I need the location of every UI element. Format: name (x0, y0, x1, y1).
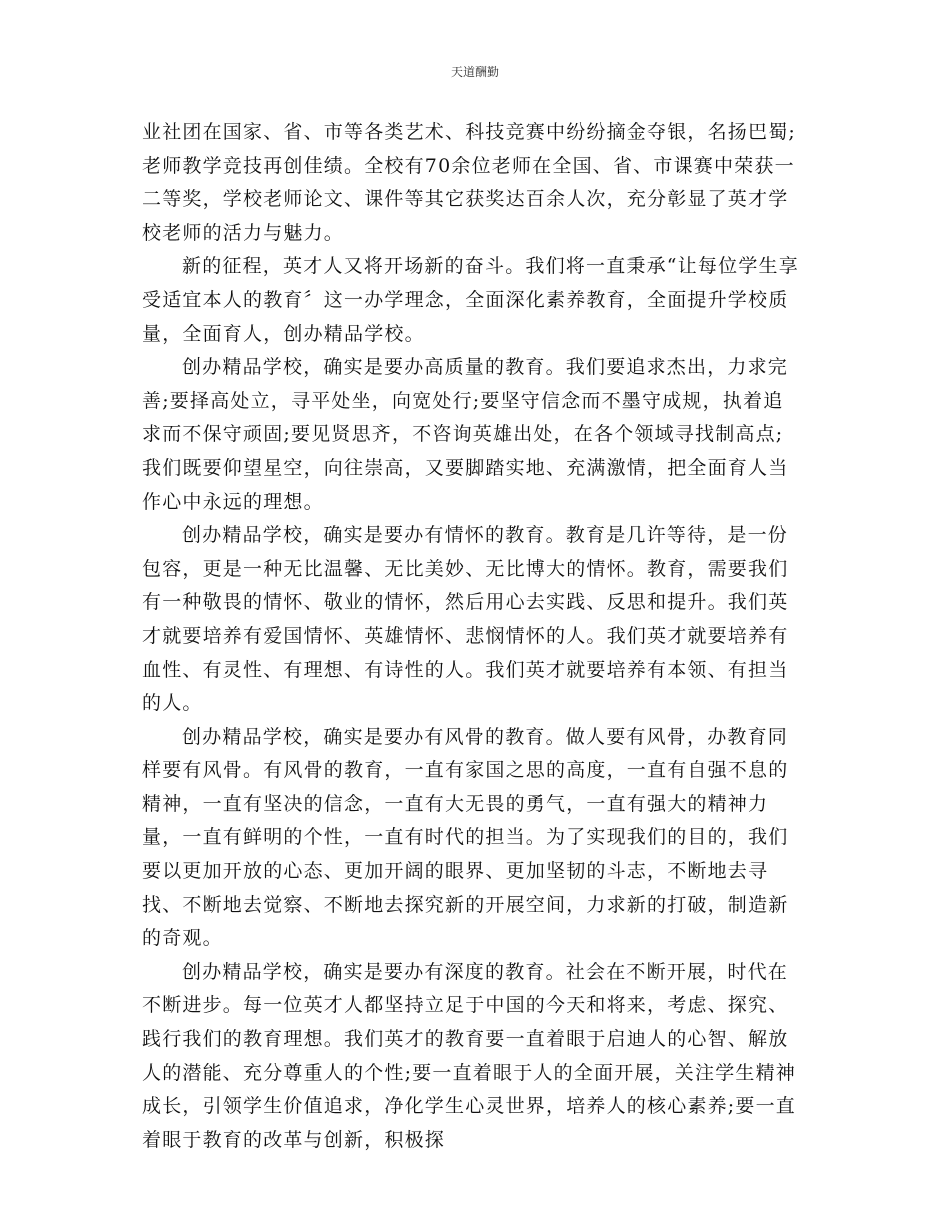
paragraph-feelings: 创办精品学校，确实是要办有情怀的教育。教育是几许等待，是一份包容，更是一种无比温馨、无比美妙、无比博大的情怀。教育，需要我们有一种敬畏的情怀、敬业的情怀，然后用心去实践、反思和提升。我们英才就要培养有爱国情怀、英雄情怀、悲悯情怀的人。我们英才就要培养有血性、有灵性、有理想、有诗性的人。我们英才就要培养有本领、有担当的人。 (142, 524, 789, 715)
paragraph-new-journey: 新的征程，英才人又将开场新的奋斗。我们将一直秉承“让每位学生享受适宜本人的教育〞这一办学理念，全面深化素养教育，全面提升学校质量，全面育人，创办精品学校。 (142, 255, 799, 345)
paragraph-character: 创办精品学校，确实是要办有风骨的教育。做人要有风骨，办教育同样要有风骨。有风骨的教育，一直有家国之思的高度，一直有自强不息的精神，一直有坚决的信念，一直有大无畏的勇气，一直有强大的精神力量，一直有鲜明的个性，一直有时代的担当。为了实现我们的目的，我们要以更加开放的心态、更加开阔的眼界、更加坚韧的斗志，不断地去寻找、不断地去觉察、不断地去探究新的开展空间，力求新的打破，制造新的奇观。 (142, 725, 789, 950)
paragraph-continuation: 业社团在国家、省、市等各类艺术、科技竞赛中纷纷摘金夺银，名扬巴蜀;老师教学竞技再创佳绩。全校有70余位老师在全国、省、市课赛中荣获一二等奖，学校老师论文、课件等其它获奖达百余人次，充分彰显了英才学校老师的活力与魅力。 (142, 121, 797, 244)
page-header: 天道酬勤 (450, 65, 499, 79)
body-text (142, 116, 802, 1157)
paragraph-high-quality: 创办精品学校，确实是要办高质量的教育。我们要追求杰出，力求完善;要择高处立，寻平处坐，向宽处行;要坚守信念而不墨守成规，执着追求而不保守顽固;要见贤思齐，不咨询英雄出处，在各个领域寻找制高点;我们既要仰望星空，向往崇高，又要脚踏实地、充满激情，把全面育人当作心中永远的理想。 (142, 356, 789, 513)
paragraph-depth: 创办精品学校，确实是要办有深度的教育。社会在不断开展，时代在不断进步。每一位英才人都坚持立足于中国的今天和将来，考虑、探究、践行我们的教育理想。我们英才的教育要一直着眼于启迪人的心智、解放人的潜能、充分尊重人的个性;要一直着眼于人的全面开展，关注学生精神成长，引领学生价值追求，净化学生心灵世界，培养人的核心素养;要一直着眼于教育的改革与创新，积极探 (142, 960, 797, 1151)
